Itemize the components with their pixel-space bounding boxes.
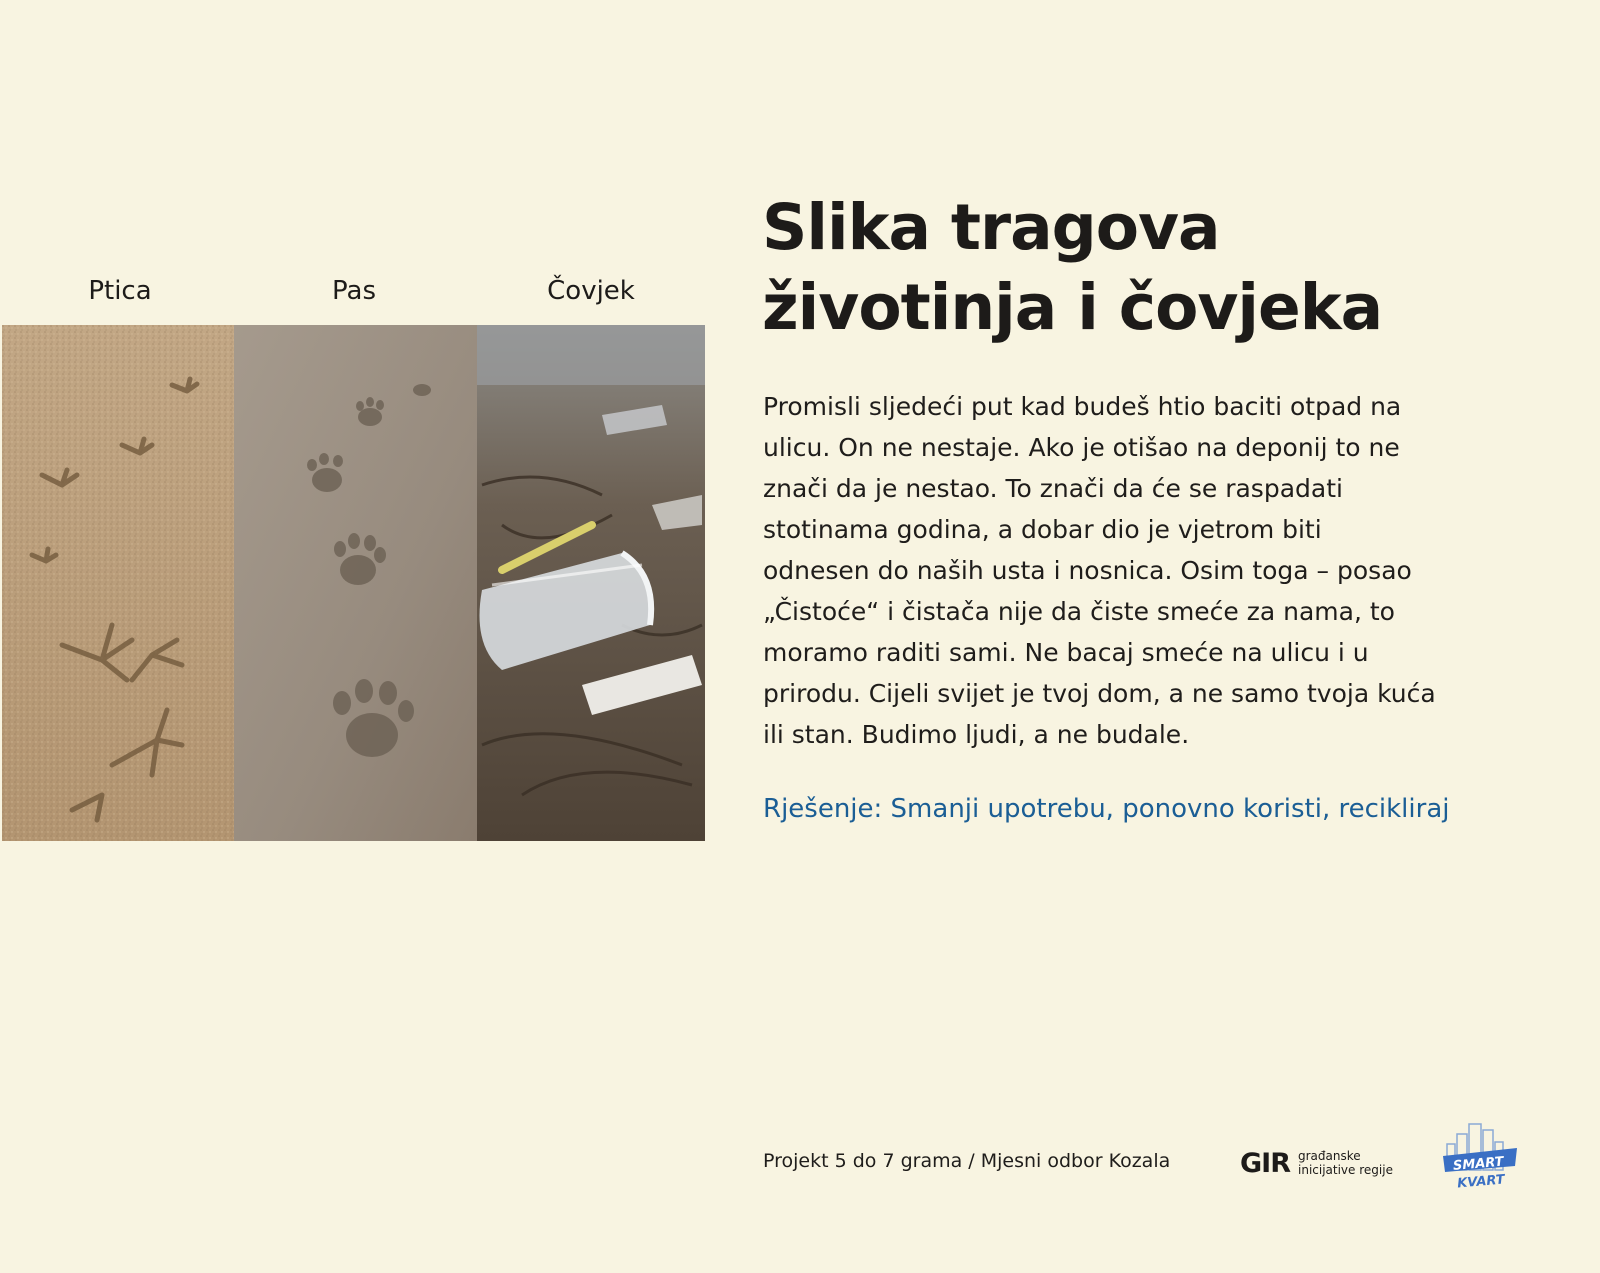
trash-photo (477, 325, 705, 841)
gir-subtitle-line: inicijative regije (1298, 1163, 1393, 1177)
page-title (762, 188, 1582, 348)
body-line: znači da je nestao. To znači da će se raspadati (763, 474, 1343, 503)
gir-subtitle-line: građanske (1298, 1149, 1361, 1163)
body-line: ulicu. On ne nestaje. Ako je otišao na deponij to ne (763, 433, 1400, 462)
body-line: odnesen do naših usta i nosnica. Osim toga – posao (763, 556, 1412, 585)
gir-mark: GIR (1240, 1147, 1290, 1179)
body-line: ili stan. Budimo ljudi, a ne budale. (763, 720, 1190, 749)
smart-logo-word: KVART (1456, 1172, 1506, 1192)
body-line: Promisli sljedeći put kad budeš htio baciti otpad na (763, 392, 1402, 421)
solution-text: Rješenje: Smanji upotrebu, ponovno koristi, recikliraj (763, 794, 1450, 824)
gir-logo (1240, 1140, 1393, 1186)
gir-subtitle (1298, 1149, 1393, 1177)
smart-logo-word: SMART (1452, 1154, 1505, 1174)
body-line: prirodu. Cijeli svijet je tvoj dom, a ne samo tvoja kuća (763, 679, 1436, 708)
smart-kvart-logo (1435, 1120, 1520, 1192)
body-line: moramo raditi sami. Ne bacaj smeće na ulicu i u (763, 638, 1369, 667)
body-line: „Čistoće“ i čistača nije da čiste smeće za nama, to (763, 597, 1395, 626)
body-paragraph (763, 386, 1553, 755)
body-line: stotinama godina, a dobar dio je vjetrom biti (763, 515, 1322, 544)
label-human: Čovjek (547, 276, 635, 306)
title-line-1: Slika tragova (762, 191, 1220, 264)
label-dog: Pas (332, 276, 376, 306)
title-line-2: životinja i čovjeka (762, 271, 1383, 344)
dog-tracks-photo (234, 325, 477, 841)
footprint-photos (2, 325, 705, 841)
project-credit: Projekt 5 do 7 grama / Mjesni odbor Kozala (763, 1150, 1171, 1172)
label-bird: Ptica (88, 276, 152, 306)
bird-tracks-photo (2, 325, 234, 841)
